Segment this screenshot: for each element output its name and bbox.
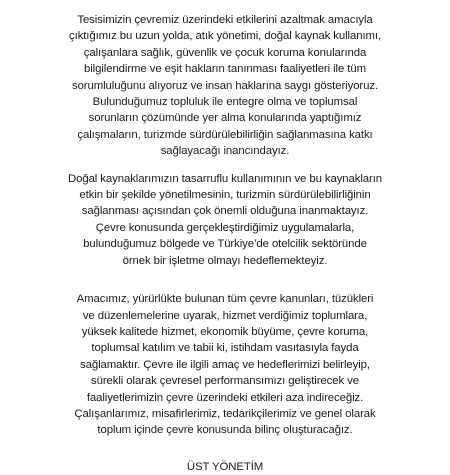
text-line: Tesisimizin çevremiz üzerindeki etkilerini azaltmak amacıyla: [77, 14, 373, 26]
paragraph-spacer: [12, 269, 438, 291]
text-line: toplum içinde çevre konusunda bilinç oluşturacağız.: [97, 424, 353, 437]
text-line: sağlamaktır. Çevre ile ilgili amaç ve hedeflerimizi belirleyip,: [80, 358, 370, 371]
paragraph-sustainability: [12, 12, 438, 160]
text-line: etkin bir şekilde yönetilmesinin, turizmin sürdürülebilirliğinin: [79, 189, 371, 202]
signature: ÜST YÖNETİM: [186, 460, 264, 473]
text-line: sorumluluğunu alıyoruz ve insan haklarına saygı gösteriyoruz.: [71, 79, 379, 92]
text-line: sorunların çözümünde yer alma konularında yaptığımız: [88, 112, 362, 125]
text-line: bilgilendirme ve eşit hakların tanınması faaliyetleri ile tüm: [84, 63, 366, 76]
text-line: Amacımız, yürürlükte bulunan tüm çevre kanunları, tüzükleri: [76, 293, 374, 306]
paragraph-objectives: [12, 291, 438, 439]
text-line: Bulunduğumuz topluluk ile entegre olma ve toplumsal: [92, 96, 358, 109]
text-line: bulunduğumuz bölgede ve Türkiye’de otelcilik sektöründe: [83, 238, 367, 251]
text-line: sürekli olarak çevresel performansımızı geliştirecek ve: [91, 375, 359, 388]
text-line: sağlayacağı inancındayız.: [160, 145, 290, 158]
paragraph-spacer: [12, 160, 438, 171]
paragraph-spacer: [12, 439, 438, 459]
text-line: çıktığımız bu uzun yolda, atık yönetimi, doğal kaynak kullanımı,: [68, 30, 382, 43]
text-line: örnek bir işletme olmayı hedeflemekteyiz.: [122, 254, 328, 267]
paragraph-natural-resources: [12, 171, 438, 269]
text-line: faaliyetlerimizin çevre üzerindeki etkileri aza indireceğiz.: [86, 391, 364, 404]
text-line: toplumsal katılım ve tabii ki, istihdam vasıtasıyla fayda: [91, 342, 359, 355]
text-line: Çalışanlarımız, misafirlerimiz, tedarikçilerimiz ve genel olarak: [74, 407, 376, 420]
text-line: çalışmaların, turizmde sürdürülebilirliğin sağlanmasına katkı: [77, 128, 373, 141]
text-line: Çevre konusunda gerçekleştirdiğimiz uygulamalarla,: [95, 221, 355, 234]
text-line: sağlanması açısından çok önemli olduğuna inanmaktayız.: [81, 205, 369, 218]
text-line: çalışanlara sağlık, güvenlik ve çocuk koruma konularında: [83, 46, 367, 59]
text-line: yüksek kalitede hizmet, ekonomik büyüme, çevre koruma,: [81, 325, 369, 338]
text-line: ve düzenlemelerine uyarak, hizmet verdiğimiz toplumlara,: [82, 309, 368, 322]
text-line: Doğal kaynaklarımızın tasarruflu kullanımının ve bu kaynakların: [67, 172, 383, 185]
